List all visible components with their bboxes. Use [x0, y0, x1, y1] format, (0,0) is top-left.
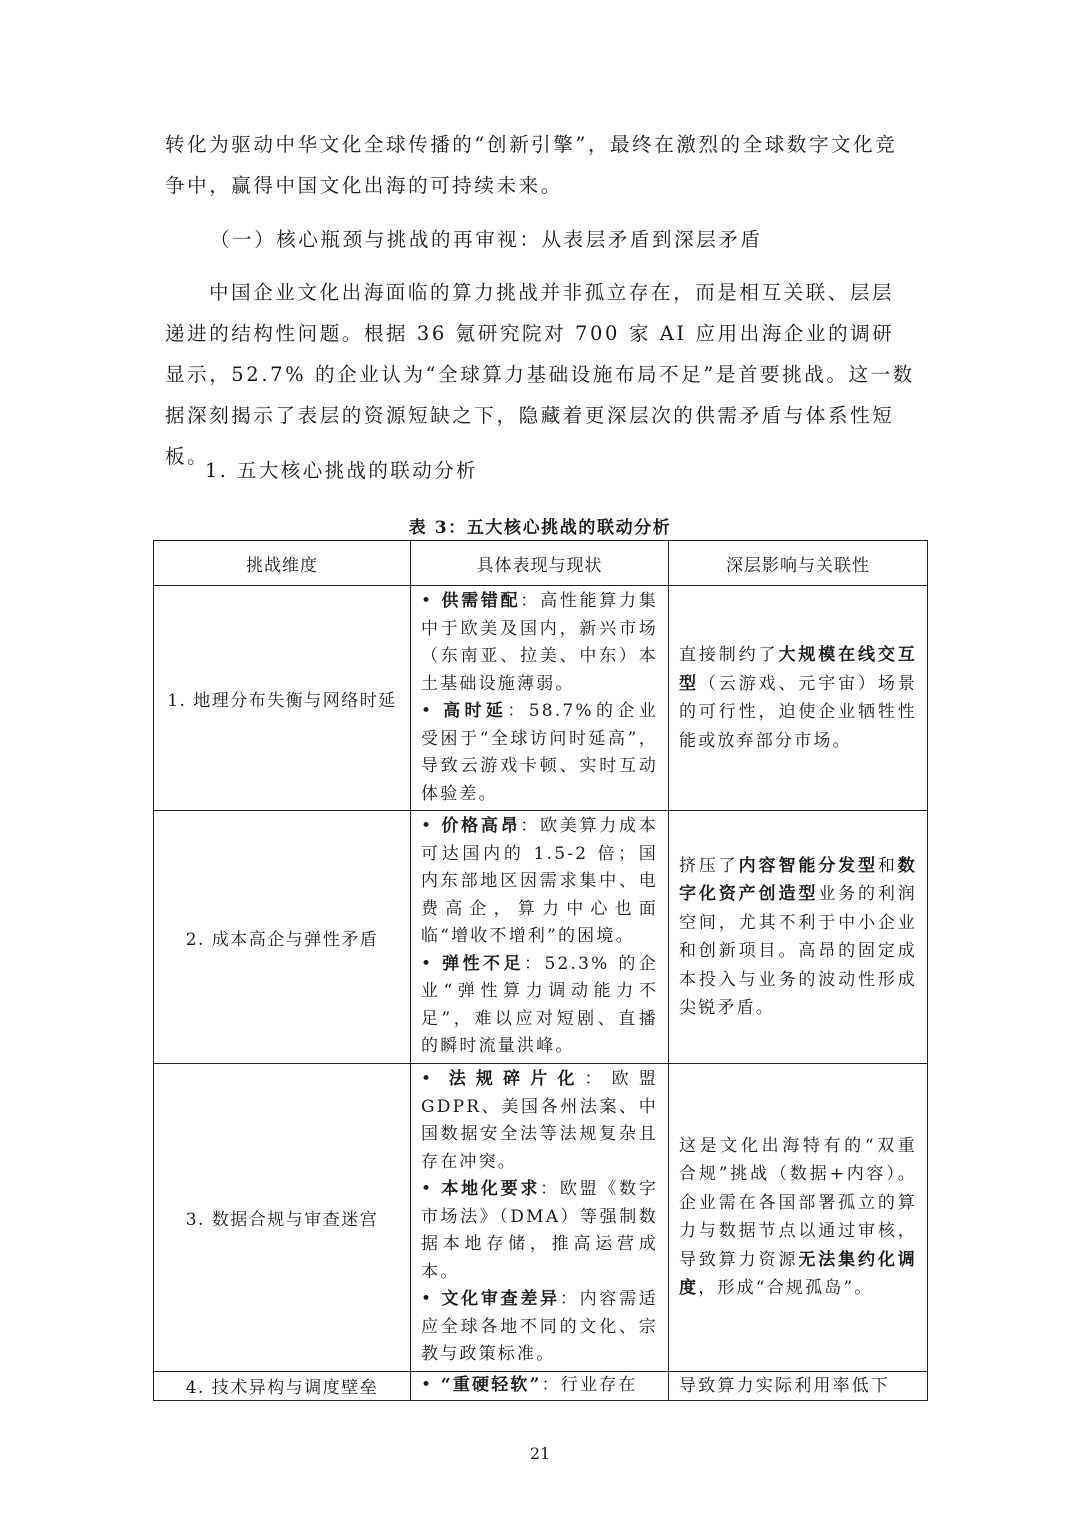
- detail-item: • 价格高昂：欧美算力成本可达国内的 1.5-2 倍；国内东部地区因需求集中、电费高企，算力中心也面临“增收不增利”的困境。: [421, 816, 658, 946]
- table-header-row: [154, 541, 928, 586]
- table-row: [154, 1064, 928, 1372]
- page-number: 21: [529, 1444, 551, 1463]
- dimension-cell: 3. 数据合规与审查迷宫: [154, 1064, 411, 1372]
- details-cell: [411, 586, 669, 811]
- details-cell: [411, 1371, 669, 1401]
- table-row: [154, 811, 928, 1064]
- impact-cell: 直接制约了大规模在线交互型（云游戏、元宇宙）场景的可行性，迫使企业牺牲性能或放弃部分市场。: [669, 586, 928, 811]
- dimension-cell: 4. 技术异构与调度壁垒: [154, 1371, 411, 1401]
- body-paragraph: 中国企业文化出海面临的算力挑战并非孤立存在，而是相互关联、层层递进的结构性问题。根据 36 氪研究院对 700 家 AI 应用出海企业的调研显示，52.7% 的企业认为“全球算力基础设施布局不足”是首要挑战。这一数据深刻揭示了表层的资源短缺之下，隐藏着更深层次的供需矛盾与体系性短板。: [165, 281, 915, 468]
- detail-item: • 弹性不足：52.3% 的企业“弹性算力调动能力不足”，难以应对短剧、直播的瞬时流量洪峰。: [421, 953, 658, 1056]
- detail-item: • 法规碎片化：欧盟 GDPR、美国各州法案、中国数据安全法等法规复杂且存在冲突。: [421, 1069, 658, 1172]
- column-header: 挑战维度: [154, 541, 411, 586]
- detail-item: • “重硬轻软”：行业存在: [421, 1375, 638, 1395]
- dimension-cell: 2. 成本高企与弹性矛盾: [154, 811, 411, 1064]
- subsection-heading: 1. 五大核心挑战的联动分析: [205, 459, 478, 482]
- table-row: [154, 586, 928, 811]
- challenges-table: [153, 540, 928, 1401]
- details-cell: [411, 1064, 669, 1372]
- table-caption: 表 3：五大核心挑战的联动分析: [408, 518, 672, 538]
- impact-cell: 这是文化出海特有的“双重合规”挑战（数据+内容）。企业需在各国部署孤立的算力与数据节点以通过审核，导致算力资源无法集约化调度，形成“合规孤岛”。: [669, 1064, 928, 1372]
- impact-cell: 挤压了内容智能分发型和数字化资产创造型业务的利润空间，尤其不利于中小企业和创新项目。高昂的固定成本投入与业务的波动性形成尖锐矛盾。: [669, 811, 928, 1064]
- detail-item: • 高时延：58.7%的企业受困于“全球访问时延高”，导致云游戏卡顿、实时互动体验差。: [421, 701, 658, 804]
- details-cell: [411, 811, 669, 1064]
- column-header: 深层影响与关联性: [669, 541, 928, 586]
- impact-cell: 导致算力实际利用率低下: [669, 1371, 928, 1401]
- dimension-cell: 1. 地理分布失衡与网络时延: [154, 586, 411, 811]
- detail-item: • 本地化要求：欧盟《数字市场法》（DMA）等强制数据本地存储，推高运营成本。: [421, 1179, 658, 1282]
- detail-item: • 文化审查差异：内容需适应全球各地不同的文化、宗教与政策标准。: [421, 1289, 658, 1364]
- table-row: [154, 1371, 928, 1401]
- section-heading: （一）核心瓶颈与挑战的再审视：从表层矛盾到深层矛盾: [210, 228, 763, 251]
- detail-item: • 供需错配：高性能算力集中于欧美及国内，新兴市场（东南亚、拉美、中东）本土基础设施薄弱。: [421, 591, 658, 694]
- column-header: 具体表现与现状: [411, 541, 669, 586]
- intro-paragraph: 转化为驱动中华文化全球传播的“创新引擎”，最终在激烈的全球数字文化竞争中，赢得中国文化出海的可持续未来。: [165, 133, 898, 197]
